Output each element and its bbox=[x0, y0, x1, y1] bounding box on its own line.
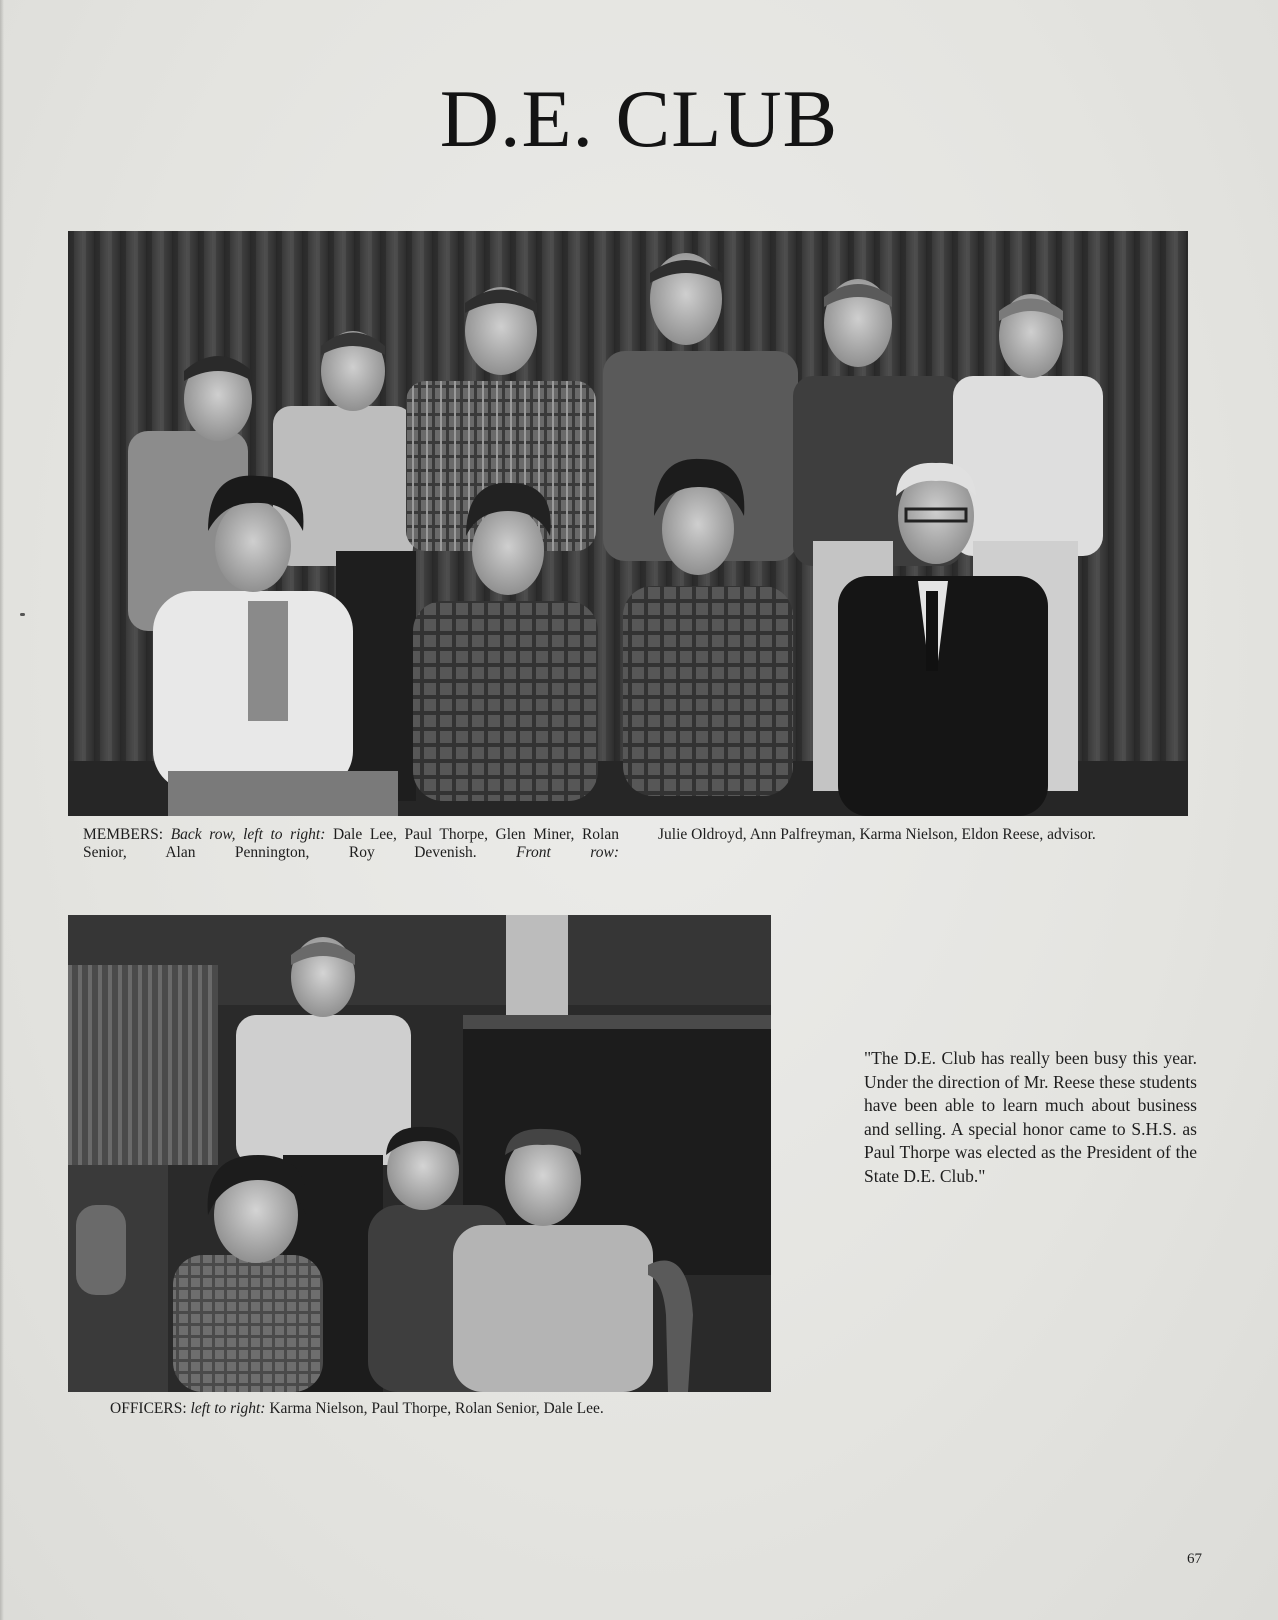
members-caption-back-row-label: Back row, left to right: bbox=[170, 826, 326, 843]
members-caption-col2: Julie Oldroyd, Ann Palfreyman, Karma Nielson, Eldon Reese, advisor. bbox=[658, 826, 1096, 843]
club-quote: "The D.E. Club has really been busy this year. Under the direction of Mr. Reese these students have been able to learn much about business and selling. A special honor came to S.H.S. as Paul Thorpe was elected as the President of the State D.E. Club." bbox=[864, 1048, 1197, 1186]
officers-photo bbox=[68, 915, 771, 1392]
print-speck bbox=[20, 613, 25, 616]
officers-caption-order-label: left to right: bbox=[190, 1400, 266, 1417]
members-caption-lead: MEMBERS: bbox=[83, 826, 171, 843]
members-caption-col1 bbox=[83, 826, 619, 862]
page-edge bbox=[0, 0, 4, 1620]
page-title: D.E. CLUB bbox=[439, 73, 839, 164]
officers-caption-lead: OFFICERS: bbox=[110, 1400, 191, 1417]
members-group-photo bbox=[68, 231, 1188, 816]
officers-caption-names: Karma Nielson, Paul Thorpe, Rolan Senior, Dale Lee. bbox=[265, 1400, 604, 1417]
page-number: 67 bbox=[1187, 1551, 1202, 1567]
members-caption-front-row-label: Front row: bbox=[516, 844, 619, 861]
officers-caption bbox=[110, 1400, 750, 1418]
members-caption-back-row-names: Dale Lee, Paul Thorpe, Glen Miner, Rolan Senior, Alan Pennington, Roy Devenish. bbox=[83, 826, 619, 861]
